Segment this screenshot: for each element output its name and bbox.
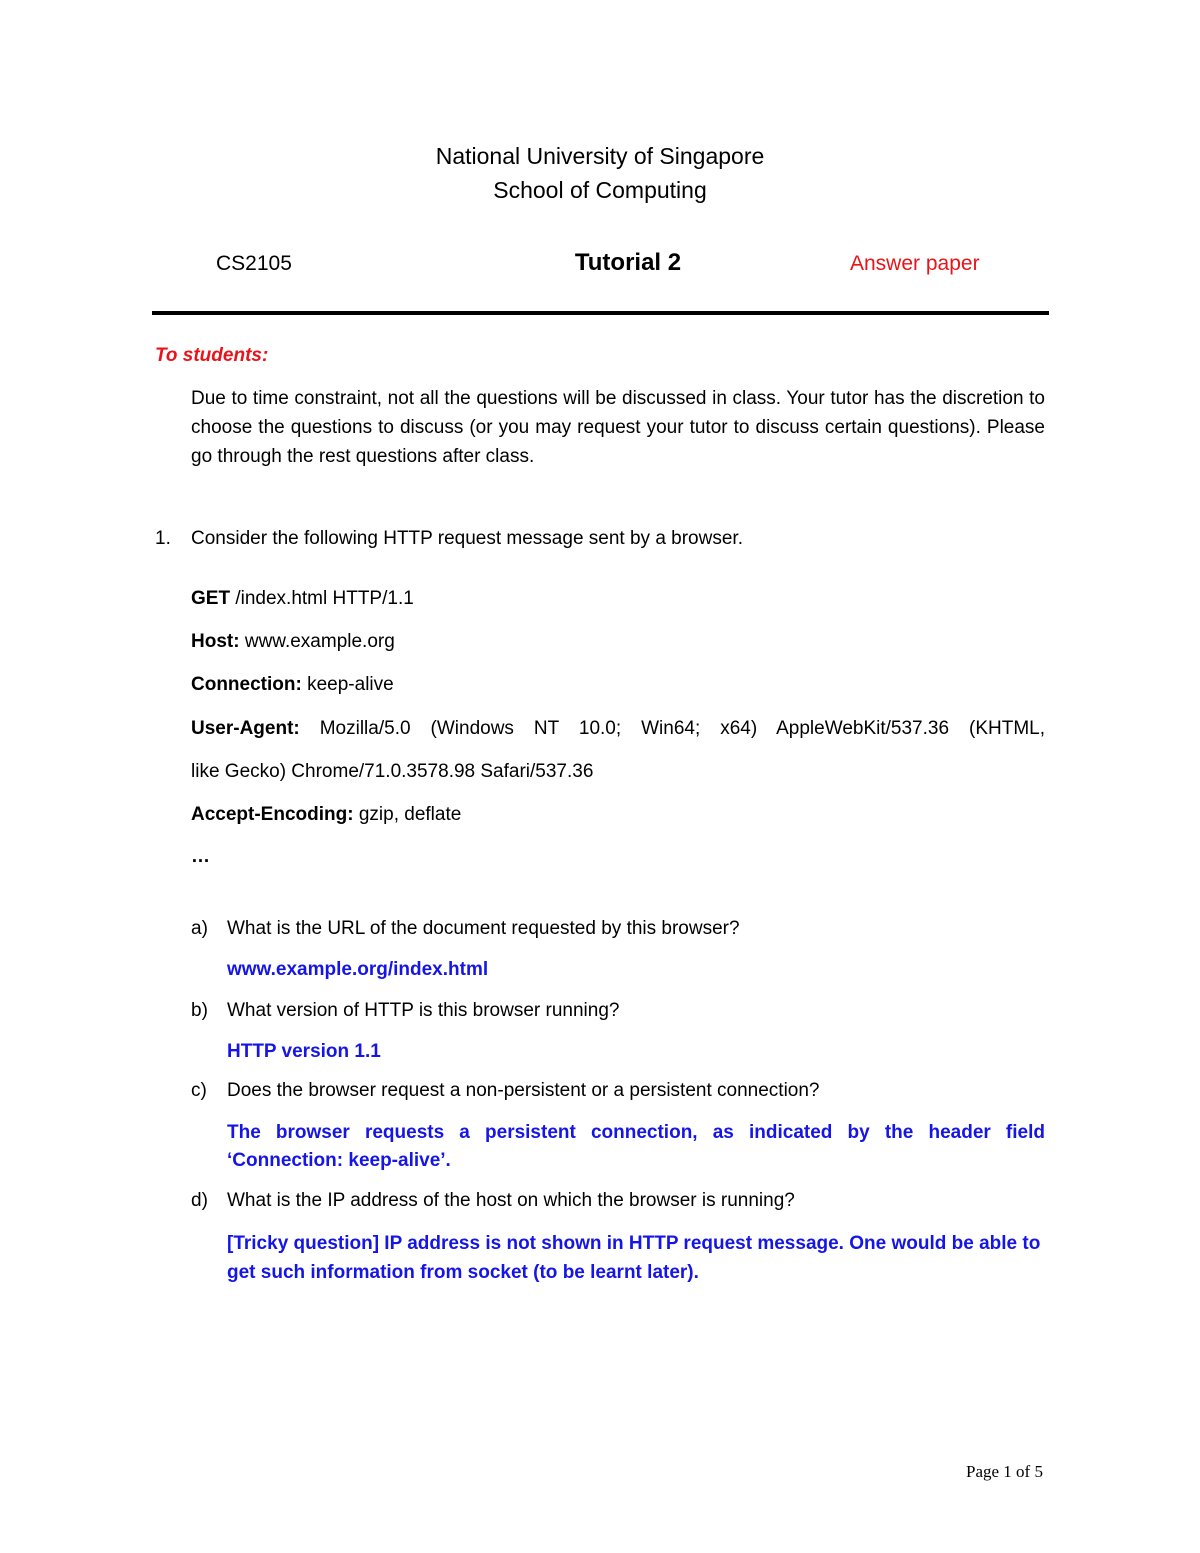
part-a-answer: www.example.org/index.html [227, 959, 489, 980]
part-c-label: c) [191, 1080, 207, 1101]
course-code: CS2105 [216, 252, 292, 275]
part-d-label: d) [191, 1190, 208, 1211]
user-agent-key: User-Agent: [191, 718, 300, 739]
school-name: School of Computing [493, 177, 707, 203]
part-b-question: What version of HTTP is this browser running? [227, 1000, 620, 1021]
user-agent-continuation: like Gecko) Chrome/71.0.3578.98 Safari/537.36 [191, 761, 594, 782]
connection-key: Connection: [191, 674, 302, 695]
question-number: 1. [155, 528, 171, 549]
user-agent-value: Mozilla/5.0 (Windows NT 10.0; Win64; x64) AppleWebKit/537.36 (KHTML, [299, 718, 1045, 739]
connection-value: keep-alive [301, 674, 394, 695]
header-connection [191, 674, 394, 696]
part-a-label: a) [191, 918, 208, 939]
host-value: www.example.org [239, 631, 395, 652]
header-host [191, 631, 395, 653]
part-c-answer: The browser requests a persistent connection, as indicated by the header field ‘Connection: keep-alive’. [227, 1122, 1045, 1171]
part-b-label: b) [191, 1000, 208, 1021]
accept-encoding-value: gzip, deflate [353, 804, 462, 825]
tutorial-title: Tutorial 2 [574, 249, 682, 276]
header-accept-encoding [191, 804, 461, 826]
accept-encoding-key: Accept-Encoding: [191, 804, 354, 825]
http-method: GET [191, 588, 231, 609]
part-b-answer: HTTP version 1.1 [227, 1041, 381, 1062]
university-name: National University of Singapore [435, 143, 765, 169]
header-user-agent [191, 718, 1045, 740]
notice-text: Due to time constraint, not all the questions will be discussed in class. Your tutor has the discretion to choose the questions to discuss (or you may request your tutor to discuss certain questions). Please go through the rest questions after class. [191, 388, 1045, 467]
paper-type: Answer paper [850, 252, 980, 275]
page-number: Page 1 of 5 [966, 1462, 1043, 1481]
part-a-question: What is the URL of the document requested by this browser? [227, 918, 740, 939]
request-line [191, 588, 414, 610]
header-divider [152, 311, 1049, 315]
question-text: Consider the following HTTP request message sent by a browser. [191, 528, 743, 549]
request-ellipsis: … [191, 846, 210, 867]
request-target: /index.html HTTP/1.1 [230, 588, 414, 609]
notice-heading: To students: [155, 345, 269, 366]
part-c-question: Does the browser request a non-persistent or a persistent connection? [227, 1080, 820, 1101]
host-key: Host: [191, 631, 240, 652]
part-d-question: What is the IP address of the host on which the browser is running? [227, 1190, 795, 1211]
part-d-answer: [Tricky question] IP address is not shown in HTTP request message. One would be able to get such information from socket (to be learnt later). [227, 1233, 1041, 1283]
